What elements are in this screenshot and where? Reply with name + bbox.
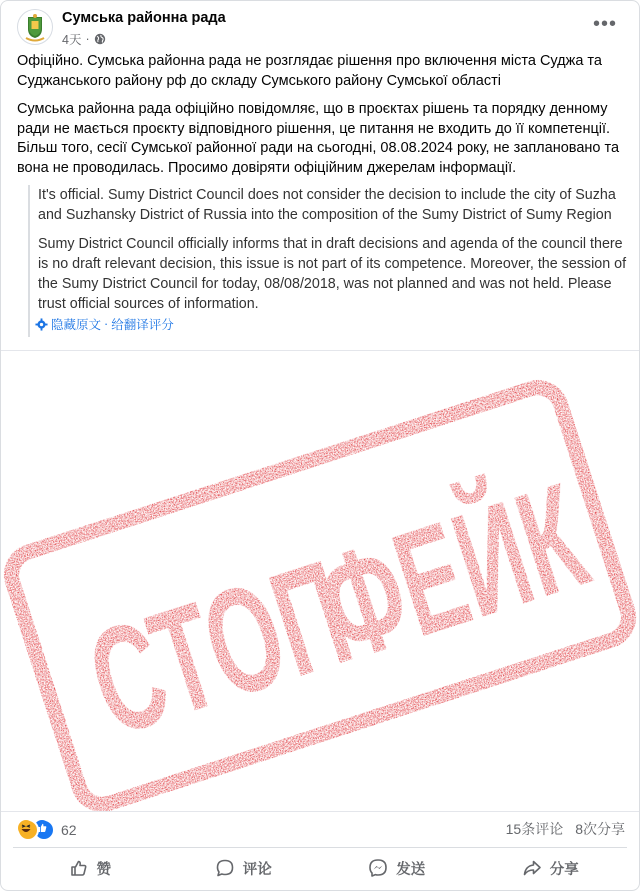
engagement-counts [506, 819, 625, 839]
globe-icon [94, 33, 106, 45]
post-time[interactable]: 4天 [62, 33, 82, 47]
page-name[interactable]: Сумська районна рада [62, 10, 226, 26]
coat-of-arms-icon [18, 10, 52, 44]
share-label: 分享 [549, 861, 579, 878]
more-options-icon: ••• [592, 12, 617, 35]
post-header [1, 1, 639, 51]
action-bar [13, 847, 627, 888]
gear-icon [35, 318, 48, 331]
post-paragraph-1: Офіційно. Сумська районна рада не розглядає рішення про включення міста Суджа та Суджанського району рф до складу Сумського району Сумської області [17, 53, 602, 89]
comments-count[interactable]: 15条评论 [505, 821, 564, 837]
rate-translation-link[interactable]: 给翻译评分 [111, 318, 174, 332]
thumbs-up-icon [69, 858, 89, 878]
translation-paragraph-2: Sumy District Council officially informs that in draft decisions and agenda of the council there is no draft relevant decision, this issue is not part of its competence. Moreover, the session of the Sumy District Council for today, 08/08/2018, was not planned and was not held. Please trust official sources of information. [38, 236, 627, 312]
translation-paragraph-1: It's official. Sumy District Council does not consider the decision to include the city of Suzha and Suzhansky District of Russia into the composition of the Sumy District of Sumy Region [38, 187, 616, 223]
separator-dot: · [85, 32, 90, 46]
messenger-icon [368, 858, 388, 878]
comment-button[interactable] [167, 848, 321, 888]
reaction-summary[interactable] [17, 819, 77, 841]
stamp-word-stop: СТОП [70, 529, 369, 768]
translation-controls [35, 315, 174, 333]
separator-dot: · [104, 317, 109, 331]
post-meta [62, 30, 106, 48]
post-text [17, 52, 623, 187]
page-avatar[interactable] [17, 9, 53, 45]
haha-reaction-icon [17, 819, 39, 841]
shares-count[interactable]: 8次分享 [575, 821, 625, 837]
send-label: 发送 [396, 861, 426, 878]
comment-icon [215, 858, 235, 878]
stamp-word-fake: ФЕЙК [300, 452, 605, 694]
post-paragraph-2: Сумська районна рада офіційно повідомляє, що в проєктах рішень та порядку денному ради не мається проєкту відповідного рішення, це питання не входить до її компетенції. Більш того, сесії Сумської районної ради на сьогодні, 08.08.2024 року, не заплановано та вона не проводилась. Просимо довіряти офіційним джерелам інформації. [17, 101, 620, 176]
comment-label: 评论 [242, 861, 272, 878]
share-arrow-icon [522, 858, 542, 878]
send-button[interactable] [320, 848, 474, 888]
like-label: 赞 [96, 861, 111, 878]
reaction-count: 62 [61, 822, 77, 838]
stop-fake-stamp-image [1, 351, 639, 811]
post-image[interactable] [1, 350, 639, 812]
more-options-button[interactable] [591, 13, 619, 35]
hide-original-link[interactable]: 隐藏原文 [51, 318, 102, 332]
share-button[interactable] [474, 848, 628, 888]
like-button[interactable] [13, 848, 167, 888]
